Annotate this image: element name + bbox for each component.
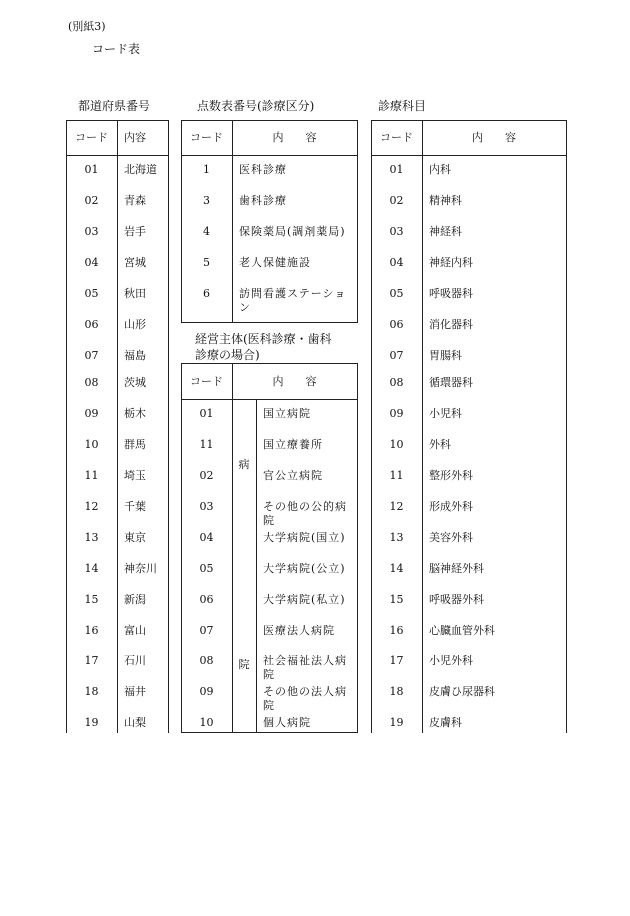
pref-row-code: 05 <box>84 287 99 300</box>
pref-row-name: 福島 <box>124 349 146 362</box>
table-rule <box>181 322 358 323</box>
pref-row-name: 神奈川 <box>124 562 157 575</box>
mgmt-row-content: その他の法人病院 <box>263 685 347 712</box>
dept-col-code: コード <box>380 131 413 144</box>
dept-row-name: 皮膚ひ尿器科 <box>429 685 495 698</box>
dept-row-code: 04 <box>389 256 404 269</box>
dept-row-code: 10 <box>389 438 404 451</box>
table-rule <box>181 155 358 156</box>
dept-row-name: 消化器科 <box>429 318 473 331</box>
dept-row-code: 03 <box>389 225 404 238</box>
dept-row-code: 12 <box>389 500 404 513</box>
mgmt-row-code: 10 <box>199 716 214 729</box>
pref-row-name: 新潟 <box>124 593 146 606</box>
pref-row-name: 千葉 <box>124 500 146 513</box>
pref-row-name: 東京 <box>124 531 146 544</box>
dept-row-code: 13 <box>389 531 404 544</box>
table-rule <box>256 399 257 732</box>
table-rule <box>357 363 358 732</box>
dept-row-name: 神経内科 <box>429 256 473 269</box>
table-rule <box>181 120 358 121</box>
score-row-code: 3 <box>203 194 210 207</box>
dept-row-code: 16 <box>389 624 404 637</box>
score-row-content: 老人保健施設 <box>239 256 311 269</box>
table-rule <box>422 120 423 733</box>
table-rule <box>117 120 118 733</box>
pref-col-code: コード <box>75 131 108 144</box>
dept-row-name: 呼吸器外科 <box>429 593 484 606</box>
table-rule <box>181 363 358 364</box>
pref-row-code: 11 <box>84 469 99 482</box>
dept-row-name: 整形外科 <box>429 469 473 482</box>
dept-row-code: 11 <box>389 469 404 482</box>
mgmt-row-code: 02 <box>199 469 214 482</box>
score-row-code: 1 <box>203 163 210 176</box>
mgmt-row-content: 大学病院(国立) <box>263 531 346 544</box>
score-col-content: 内 容 <box>272 131 317 144</box>
mgmt-row-code: 03 <box>199 500 214 513</box>
pref-row-code: 06 <box>84 318 99 331</box>
mgmt-heading-line1: 経営主体(医科診療・歯科 <box>195 332 332 346</box>
pref-row-code: 08 <box>84 376 99 389</box>
dept-row-name: 精神科 <box>429 194 462 207</box>
pref-row-name: 栃木 <box>124 407 146 420</box>
dept-row-name: 神経科 <box>429 225 462 238</box>
pref-row-code: 03 <box>84 225 99 238</box>
mgmt-col-code: コード <box>190 375 223 388</box>
table-rule <box>371 120 567 121</box>
mgmt-heading-line2: 診療の場合) <box>195 348 260 362</box>
pref-row-code: 13 <box>84 531 99 544</box>
pref-row-code: 15 <box>84 593 99 606</box>
pref-row-name: 群馬 <box>124 438 146 451</box>
pref-row-code: 01 <box>84 163 99 176</box>
dept-row-code: 18 <box>389 685 404 698</box>
mgmt-row-code: 01 <box>199 407 214 420</box>
mgmt-row-code: 07 <box>199 624 214 637</box>
pref-row-name: 山形 <box>124 318 146 331</box>
mgmt-row-content: 個人病院 <box>263 716 311 729</box>
pref-row-name: 宮城 <box>124 256 146 269</box>
mgmt-row-content: 医療法人病院 <box>263 624 335 637</box>
dept-row-code: 01 <box>389 163 404 176</box>
dept-row-name: 美容外科 <box>429 531 473 544</box>
mgmt-row-code: 04 <box>199 531 214 544</box>
dept-col-content: 内 容 <box>472 131 516 144</box>
dept-row-code: 17 <box>389 654 404 667</box>
mgmt-row-code: 06 <box>199 593 214 606</box>
score-heading: 点数表番号(診療区分) <box>197 99 315 113</box>
dept-row-code: 02 <box>389 194 404 207</box>
pref-row-code: 16 <box>84 624 99 637</box>
pref-row-code: 04 <box>84 256 99 269</box>
dept-row-code: 07 <box>389 349 404 362</box>
table-rule <box>371 155 567 156</box>
pref-row-name: 福井 <box>124 685 146 698</box>
mgmt-row-code: 08 <box>199 654 214 667</box>
score-row-content: 保険薬局(調剤薬局) <box>239 225 346 238</box>
pref-row-code: 12 <box>84 500 99 513</box>
pref-row-name: 山梨 <box>124 716 146 729</box>
pref-row-code: 09 <box>84 407 99 420</box>
pref-row-name: 茨城 <box>124 376 146 389</box>
mgmt-row-content: 社会福祉法人病院 <box>263 654 347 681</box>
mgmt-row-content: 国立療養所 <box>263 438 323 451</box>
table-rule <box>168 120 169 733</box>
mgmt-group-label-bottom: 院 <box>238 658 250 671</box>
pref-row-code: 17 <box>84 654 99 667</box>
mgmt-group-label-top: 病 <box>238 458 250 471</box>
page-title: コード表 <box>92 42 141 56</box>
dept-row-name: 内科 <box>429 163 451 176</box>
table-rule <box>181 399 358 400</box>
pref-heading: 都道府県番号 <box>78 99 151 113</box>
table-rule <box>566 120 567 733</box>
score-row-content: 歯科診療 <box>239 194 287 207</box>
pref-row-code: 10 <box>84 438 99 451</box>
dept-row-name: 皮膚科 <box>429 716 462 729</box>
pref-row-code: 02 <box>84 194 99 207</box>
score-row-content: 医科診療 <box>239 163 287 176</box>
dept-row-code: 05 <box>389 287 404 300</box>
pref-row-name: 青森 <box>124 194 146 207</box>
score-row-code: 5 <box>203 256 210 269</box>
dept-row-name: 形成外科 <box>429 500 473 513</box>
dept-row-name: 小児外科 <box>429 654 473 667</box>
pref-row-code: 07 <box>84 349 99 362</box>
pref-row-code: 19 <box>84 716 99 729</box>
dept-row-name: 小児科 <box>429 407 462 420</box>
table-rule <box>66 120 67 733</box>
score-row-code: 4 <box>203 225 210 238</box>
mgmt-col-content: 内 容 <box>272 375 317 388</box>
dept-row-code: 19 <box>389 716 404 729</box>
pref-row-name: 埼玉 <box>124 469 146 482</box>
dept-row-name: 循環器科 <box>429 376 473 389</box>
pref-row-name: 岩手 <box>124 225 146 238</box>
dept-row-name: 脳神経外科 <box>429 562 484 575</box>
mgmt-row-content: 官公立病院 <box>263 469 323 482</box>
dept-row-code: 08 <box>389 376 404 389</box>
mgmt-row-code: 05 <box>199 562 214 575</box>
pref-row-code: 14 <box>84 562 99 575</box>
pref-row-name: 北海道 <box>124 163 157 176</box>
dept-row-name: 胃腸科 <box>429 349 462 362</box>
dept-row-code: 09 <box>389 407 404 420</box>
pref-row-code: 18 <box>84 685 99 698</box>
table-rule <box>232 363 233 732</box>
pref-col-content: 内容 <box>124 131 146 144</box>
dept-row-code: 06 <box>389 318 404 331</box>
dept-row-name: 外科 <box>429 438 451 451</box>
dept-heading: 診療科目 <box>378 99 427 113</box>
table-rule <box>181 732 358 733</box>
table-rule <box>371 120 372 733</box>
score-row-content: 訪問看護ステーション <box>239 287 347 314</box>
dept-row-code: 14 <box>389 562 404 575</box>
dept-row-name: 呼吸器科 <box>429 287 473 300</box>
pref-row-name: 石川 <box>124 654 146 667</box>
dept-row-name: 心臓血管外科 <box>429 624 495 637</box>
mgmt-row-code: 09 <box>199 685 214 698</box>
table-rule <box>357 120 358 322</box>
mgmt-row-code: 11 <box>199 438 214 451</box>
table-rule <box>232 120 233 322</box>
pref-row-name: 秋田 <box>124 287 146 300</box>
mgmt-row-content: その他の公的病院 <box>263 500 347 527</box>
mgmt-row-content: 大学病院(公立) <box>263 562 346 575</box>
attachment-label: (別紙3) <box>68 20 106 33</box>
pref-row-name: 富山 <box>124 624 146 637</box>
score-col-code: コード <box>190 131 223 144</box>
mgmt-row-content: 国立病院 <box>263 407 311 420</box>
dept-row-code: 15 <box>389 593 404 606</box>
score-row-code: 6 <box>203 287 210 300</box>
mgmt-row-content: 大学病院(私立) <box>263 593 346 606</box>
